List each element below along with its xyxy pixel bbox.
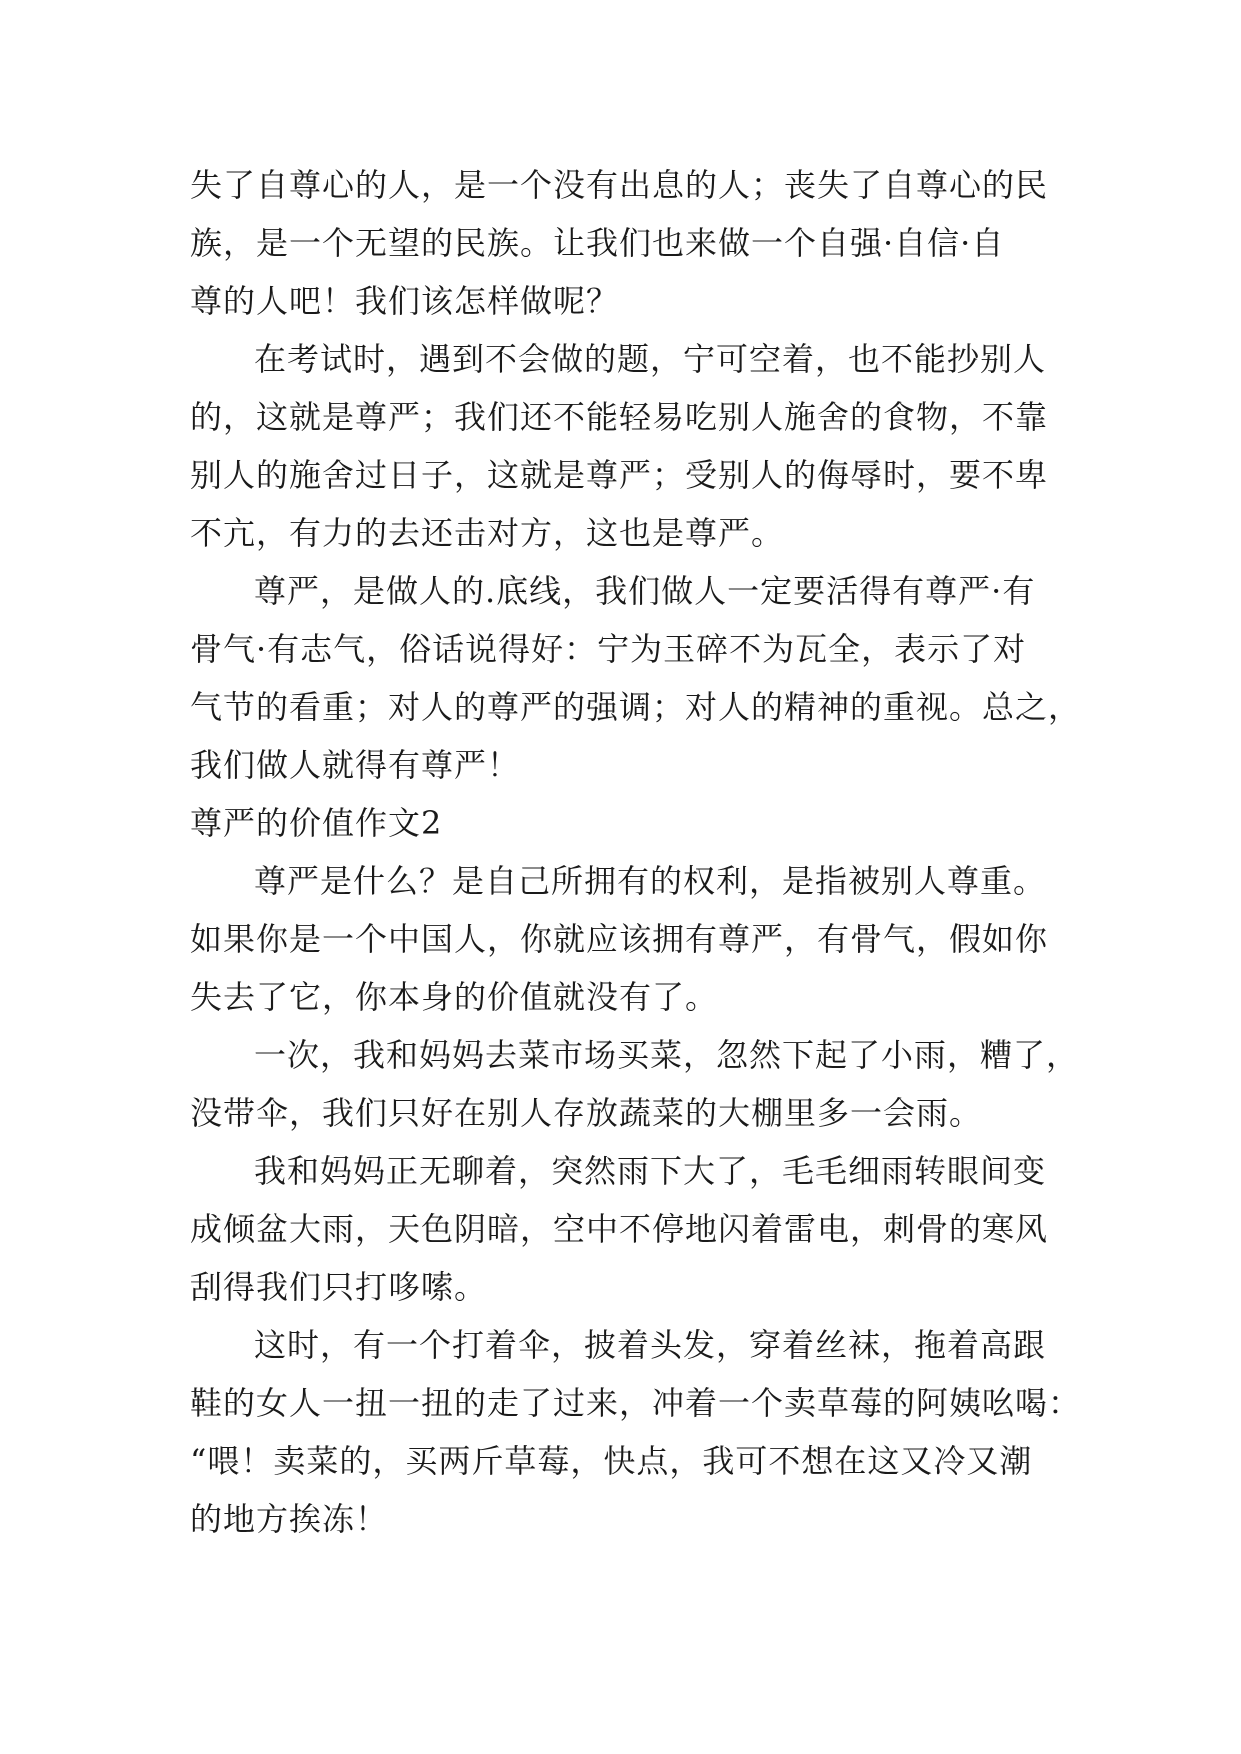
text-line: 这时，有一个打着伞，披着头发，穿着丝袜，拖着高跟 bbox=[254, 1326, 1047, 1364]
text-line: 我们做人就得有尊严！ bbox=[190, 746, 521, 784]
text-line: 尊严，是做人的.底线，我们做人一定要活得有尊严·有 bbox=[254, 572, 1036, 610]
paragraph-3 bbox=[190, 562, 1082, 794]
text-line: 的地方挨冻！ bbox=[190, 1500, 389, 1538]
text-line: 不亢，有力的去还击对方，这也是尊严。 bbox=[190, 514, 785, 552]
paragraph-6 bbox=[190, 1142, 1050, 1316]
text-line: 族，是一个无望的民族。让我们也来做一个自强·自信·自 bbox=[190, 224, 1005, 262]
text-line: 气节的看重；对人的尊严的强调；对人的精神的重视。总之， bbox=[190, 688, 1082, 726]
paragraph-1 bbox=[190, 156, 1050, 330]
paragraph-2 bbox=[190, 330, 1050, 562]
text-line: 别人的施舍过日子，这就是尊严；受别人的侮辱时，要不卑 bbox=[190, 456, 1049, 494]
text-line: 刮得我们只打哆嗦。 bbox=[190, 1268, 488, 1306]
text-line: 的，这就是尊严；我们还不能轻易吃别人施舍的食物，不靠 bbox=[190, 398, 1049, 436]
text-line: 在考试时，遇到不会做的题，宁可空着，也不能抄别人 bbox=[254, 340, 1047, 378]
text-line: 一次，我和妈妈去菜市场买菜，忽然下起了小雨，糟了， bbox=[254, 1036, 1080, 1074]
paragraph-4 bbox=[190, 852, 1050, 1026]
text-line: 骨气·有志气，俗话说得好：宁为玉碎不为瓦全，表示了对 bbox=[190, 630, 1027, 668]
text-line: 没带伞，我们只好在别人存放蔬菜的大棚里多一会雨。 bbox=[190, 1094, 983, 1132]
text-line: 失去了它，你本身的价值就没有了。 bbox=[190, 978, 719, 1016]
paragraph-7 bbox=[190, 1316, 1082, 1548]
text-line: 鞋的女人一扭一扭的走了过来，冲着一个卖草莓的阿姨吆喝： bbox=[190, 1384, 1082, 1422]
text-line: 尊的人吧！我们该怎样做呢？ bbox=[190, 282, 620, 320]
paragraph-5 bbox=[190, 1026, 1080, 1142]
text-line: 尊严是什么？是自己所拥有的权利，是指被别人尊重。 bbox=[254, 862, 1047, 900]
section-heading: 尊严的价值作文2 bbox=[190, 804, 443, 842]
text-line: 如果你是一个中国人，你就应该拥有尊严，有骨气，假如你 bbox=[190, 920, 1049, 958]
text-line: “喂！卖菜的，买两斤草莓，快点，我可不想在这又冷又潮 bbox=[190, 1442, 1033, 1480]
document-body bbox=[190, 156, 1082, 1548]
text-line: 我和妈妈正无聊着，突然雨下大了，毛毛细雨转眼间变 bbox=[254, 1152, 1047, 1190]
text-line: 失了自尊心的人，是一个没有出息的人；丧失了自尊心的民 bbox=[190, 166, 1049, 204]
text-line: 成倾盆大雨，天色阴暗，空中不停地闪着雷电，刺骨的寒风 bbox=[190, 1210, 1049, 1248]
